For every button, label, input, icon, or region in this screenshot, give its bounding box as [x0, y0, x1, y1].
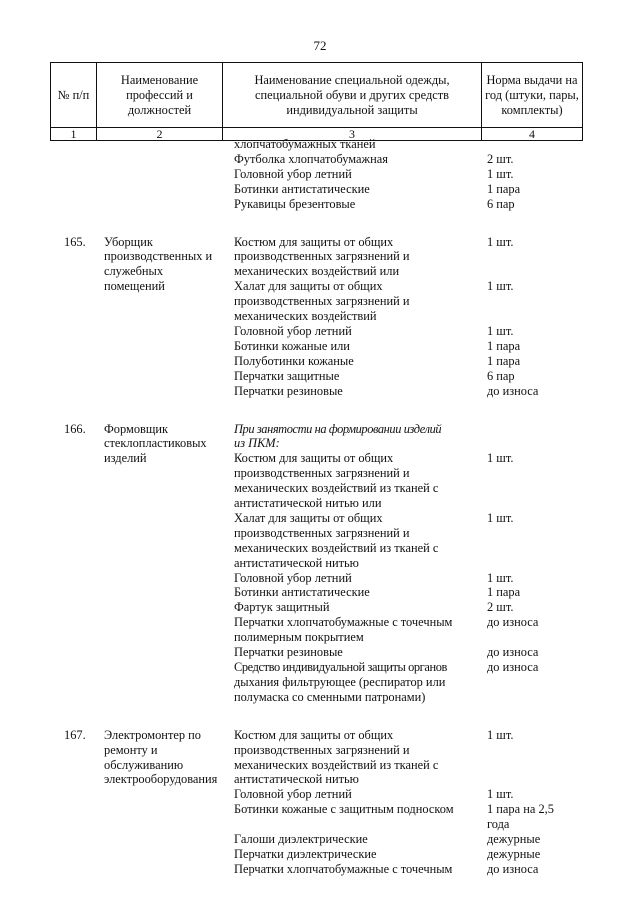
table-row	[0, 511, 640, 526]
profession-text	[104, 690, 234, 705]
table-row	[0, 422, 640, 437]
profession-text	[104, 339, 234, 354]
row-number	[64, 279, 104, 294]
equipment-item: полумаска со сменными патронами)	[234, 689, 426, 704]
table-row	[0, 832, 640, 847]
table-row	[0, 339, 640, 354]
equipment-item: Перчатки резиновые	[234, 645, 343, 660]
norm-value: 1 шт.	[487, 451, 514, 466]
equipment-item: производственных загрязнений и	[234, 249, 410, 264]
profession-text: Электромонтер по	[104, 727, 201, 742]
equipment-item: Головной убор летний	[234, 166, 352, 181]
norm-value: до износа	[487, 615, 539, 630]
norm-value: до износа	[487, 660, 539, 674]
profession-text	[104, 541, 234, 556]
row-number: 166.	[64, 421, 86, 436]
equipment-item: Халат для защиты от общих	[234, 510, 383, 525]
equipment-item: Ботинки антистатические	[234, 585, 370, 600]
row-number	[64, 152, 104, 167]
row-number	[64, 369, 104, 384]
row-number	[64, 167, 104, 182]
row-number: 167.	[64, 727, 86, 742]
table-body	[0, 137, 640, 877]
profession-text	[104, 600, 234, 615]
profession-text: помещений	[104, 279, 165, 294]
table-row	[0, 369, 640, 384]
equipment-item: Перчатки хлопчатобумажные с точечным	[234, 861, 453, 876]
row-number	[64, 832, 104, 847]
profession-text: электрооборудования	[104, 772, 218, 787]
profession-text	[104, 802, 234, 817]
table-row	[0, 645, 640, 660]
norm-value	[487, 630, 577, 645]
table-row	[0, 152, 640, 167]
row-number	[64, 526, 104, 541]
norm-value	[487, 436, 577, 451]
table-row	[0, 436, 640, 451]
page-number: 72	[313, 38, 327, 53]
row-number	[64, 772, 104, 787]
table-row	[0, 728, 640, 743]
norm-value: дежурные	[487, 846, 541, 861]
header-col-equipment: Наименование специальной одежды, специальной обуви и других средств индивидуальной защиты	[223, 63, 482, 128]
equipment-item: Костюм для защиты от общих	[234, 234, 394, 249]
profession-text	[104, 354, 234, 369]
profession-text	[104, 787, 234, 802]
profession-text: ремонту и	[104, 742, 158, 757]
norm-value: 1 пара	[487, 338, 521, 353]
equipment-item: производственных загрязнений и	[234, 525, 410, 540]
equipment-item: механических воздействий из тканей с	[234, 481, 439, 496]
header-num-4: 4	[482, 128, 583, 141]
equipment-item: антистатической нитью	[234, 772, 359, 787]
profession-text	[104, 630, 234, 645]
table-row	[0, 354, 640, 369]
norm-value	[487, 526, 577, 541]
norm-value: 1 пара	[487, 353, 521, 368]
row-number	[64, 758, 104, 773]
equipment-item: хлопчатобумажных тканей	[234, 137, 376, 151]
table-row	[0, 451, 640, 466]
norm-value: 6 пар	[487, 368, 515, 383]
table-row	[0, 743, 640, 758]
profession-text	[104, 309, 234, 324]
equipment-item: Ботинки антистатические	[234, 181, 370, 196]
table-header	[50, 62, 583, 141]
row-number	[64, 339, 104, 354]
row-number	[64, 630, 104, 645]
table-row	[0, 235, 640, 250]
profession-text	[104, 526, 234, 541]
equipment-item: Футболка хлопчатобумажная	[234, 151, 388, 166]
profession-text	[104, 817, 234, 832]
row-number	[64, 481, 104, 496]
norm-value	[487, 137, 577, 152]
equipment-item: антистатической нитью	[234, 555, 359, 570]
row-number	[64, 787, 104, 802]
table-row	[0, 585, 640, 600]
table-row	[0, 279, 640, 294]
table-row	[0, 466, 640, 481]
norm-value	[487, 675, 577, 690]
table-row	[0, 571, 640, 586]
norm-value	[487, 422, 577, 437]
table-row	[0, 249, 640, 264]
row-number	[64, 182, 104, 197]
row-number	[64, 847, 104, 862]
equipment-item: производственных загрязнений и	[234, 294, 410, 309]
equipment-item: производственных загрязнений и	[234, 466, 410, 481]
header-num-1: 1	[51, 128, 97, 141]
header-num-2: 2	[97, 128, 223, 141]
norm-value	[487, 309, 577, 324]
equipment-item: Полуботинки кожаные	[234, 353, 354, 368]
table-row	[0, 264, 640, 279]
equipment-item: Рукавицы брезентовые	[234, 196, 356, 211]
norm-value: 1 шт.	[487, 727, 514, 742]
profession-text: обслуживанию	[104, 757, 184, 772]
table-row	[0, 526, 640, 541]
norm-value: 1 шт.	[487, 570, 514, 585]
profession-text	[104, 847, 234, 862]
norm-value: 1 шт.	[487, 510, 514, 525]
table-row	[0, 802, 640, 817]
equipment-item: дыхания фильтрующее (респиратор или	[234, 674, 446, 689]
header-col-norm: Норма выдачи на год (штуки, пары, комплекты)	[482, 63, 583, 128]
profession-text	[104, 481, 234, 496]
equipment-item: Перчатки защитные	[234, 368, 340, 383]
header-col-profession: Наименование профессий и должностей	[97, 63, 223, 128]
row-number	[64, 862, 104, 877]
equipment-item: Головной убор летний	[234, 323, 352, 338]
table-row	[0, 197, 640, 212]
row-number	[64, 436, 104, 451]
profession-text	[104, 571, 234, 586]
row-number	[64, 743, 104, 758]
row-number	[64, 137, 104, 152]
equipment-item: Головной убор летний	[234, 570, 352, 585]
norm-value: 2 шт.	[487, 151, 514, 166]
profession-text	[104, 645, 234, 660]
row-number	[64, 675, 104, 690]
norm-value	[487, 466, 577, 481]
table-row	[0, 675, 640, 690]
table-row	[0, 758, 640, 773]
profession-text	[104, 556, 234, 571]
equipment-item: производственных загрязнений и	[234, 742, 410, 757]
equipment-item	[234, 817, 487, 832]
table-row	[0, 324, 640, 339]
norm-value: 1 шт.	[487, 166, 514, 181]
equipment-item: механических воздействий или	[234, 264, 400, 279]
row-number: 165.	[64, 234, 86, 249]
table-row	[0, 630, 640, 645]
profession-text: служебных	[104, 264, 164, 279]
profession-text	[104, 511, 234, 526]
table-row	[0, 862, 640, 877]
row-number	[64, 264, 104, 279]
row-number	[64, 802, 104, 817]
profession-text	[104, 197, 234, 212]
equipment-item: Костюм для защиты от общих	[234, 727, 394, 742]
norm-value	[487, 772, 577, 787]
row-number	[64, 556, 104, 571]
profession-text	[104, 167, 234, 182]
row-number	[64, 571, 104, 586]
table-row	[0, 309, 640, 324]
table-row	[0, 481, 640, 496]
row-number	[64, 600, 104, 615]
table-row	[0, 182, 640, 197]
entry-spacer	[0, 705, 640, 728]
profession-text	[104, 585, 234, 600]
row-number	[64, 294, 104, 309]
norm-value: 1 пара	[487, 181, 521, 196]
profession-text	[104, 615, 234, 630]
table-row	[0, 690, 640, 705]
norm-value: 1 шт.	[487, 234, 514, 249]
norm-value	[487, 758, 577, 773]
profession-text	[104, 384, 234, 399]
equipment-item: Перчатки диэлектрические	[234, 846, 377, 861]
row-number	[64, 451, 104, 466]
equipment-item: механических воздействий из тканей с	[234, 540, 439, 555]
row-number	[64, 496, 104, 511]
table-row	[0, 817, 640, 832]
equipment-item: полимерным покрытием	[234, 630, 364, 645]
row-number	[64, 249, 104, 264]
table-row	[0, 847, 640, 862]
entry-spacer	[0, 399, 640, 422]
row-number	[64, 645, 104, 660]
row-number	[64, 197, 104, 212]
table-row	[0, 660, 640, 675]
norm-value: года	[487, 817, 510, 832]
equipment-item: Фартук защитный	[234, 600, 330, 615]
row-number	[64, 384, 104, 399]
table-row	[0, 556, 640, 571]
table-row	[0, 772, 640, 787]
profession-text	[104, 496, 234, 511]
profession-text	[104, 466, 234, 481]
entry-spacer	[0, 212, 640, 235]
profession-text: изделий	[104, 451, 147, 466]
equipment-item: механических воздействий из тканей с	[234, 757, 439, 772]
norm-value: дежурные	[487, 832, 541, 847]
equipment-item: Костюм для защиты от общих	[234, 451, 394, 466]
row-number	[64, 324, 104, 339]
row-number	[64, 817, 104, 832]
table-row	[0, 787, 640, 802]
equipment-item: Перчатки резиновые	[234, 383, 343, 398]
row-number	[64, 660, 104, 675]
row-number	[64, 309, 104, 324]
profession-text	[104, 369, 234, 384]
norm-value: до износа	[487, 383, 539, 398]
row-number	[64, 541, 104, 556]
norm-value: 1 шт.	[487, 787, 514, 802]
header-col-number: № п/п	[51, 63, 97, 128]
profession-text	[104, 660, 234, 675]
equipment-item: механических воздействий	[234, 309, 377, 324]
norm-value: 1 пара	[487, 585, 521, 600]
equipment-item: антистатической нитью или	[234, 496, 382, 511]
equipment-item: Перчатки хлопчатобумажные с точечным	[234, 615, 453, 630]
norm-value: до износа	[487, 861, 539, 876]
norm-value: 6 пар	[487, 196, 515, 211]
norm-value	[487, 481, 577, 496]
profession-text: стеклопластиковых	[104, 436, 207, 451]
profession-text	[104, 182, 234, 197]
norm-value	[487, 264, 577, 279]
norm-value: до износа	[487, 645, 539, 660]
row-number	[64, 511, 104, 526]
profession-text: производственных и	[104, 249, 213, 264]
norm-value: 1 шт.	[487, 279, 514, 294]
equipment-item: из ПКМ:	[234, 436, 280, 451]
norm-value: 1 пара на 2,5	[487, 802, 554, 817]
row-number	[64, 354, 104, 369]
norm-value	[487, 249, 577, 264]
table-row	[0, 384, 640, 399]
equipment-item: Галоши диэлектрические	[234, 832, 368, 847]
equipment-item: Головной убор летний	[234, 787, 352, 802]
profession-text: Формовщик	[104, 421, 169, 436]
row-number	[64, 585, 104, 600]
table-row	[0, 615, 640, 630]
row-number	[64, 466, 104, 481]
profession-text	[104, 324, 234, 339]
profession-text	[104, 675, 234, 690]
table-row	[0, 167, 640, 182]
table-row	[0, 541, 640, 556]
norm-value	[487, 743, 577, 758]
norm-value	[487, 690, 577, 705]
profession-text	[104, 832, 234, 847]
norm-value	[487, 541, 577, 556]
profession-text	[104, 137, 234, 152]
header-num-3: 3	[223, 128, 482, 141]
profession-text	[104, 152, 234, 167]
row-number	[64, 690, 104, 705]
norm-value	[487, 556, 577, 571]
norm-value	[487, 496, 577, 511]
table-row	[0, 294, 640, 309]
equipment-item: Ботинки кожаные с защитным подноском	[234, 802, 454, 817]
equipment-item: Ботинки кожаные или	[234, 338, 350, 353]
profession-text	[104, 862, 234, 877]
equipment-item: Халат для защиты от общих	[234, 279, 383, 294]
table-row	[0, 600, 640, 615]
profession-text	[104, 294, 234, 309]
table-row	[0, 137, 640, 152]
norm-value: 2 шт.	[487, 600, 514, 615]
norm-value: 1 шт.	[487, 323, 514, 338]
profession-text: Уборщик	[104, 234, 153, 249]
norm-value	[487, 294, 577, 309]
table-row	[0, 496, 640, 511]
equipment-item: При занятости на формировании изделий	[234, 421, 442, 436]
row-number	[64, 615, 104, 630]
equipment-item: Средство индивидуальной защиты органов	[234, 660, 447, 674]
